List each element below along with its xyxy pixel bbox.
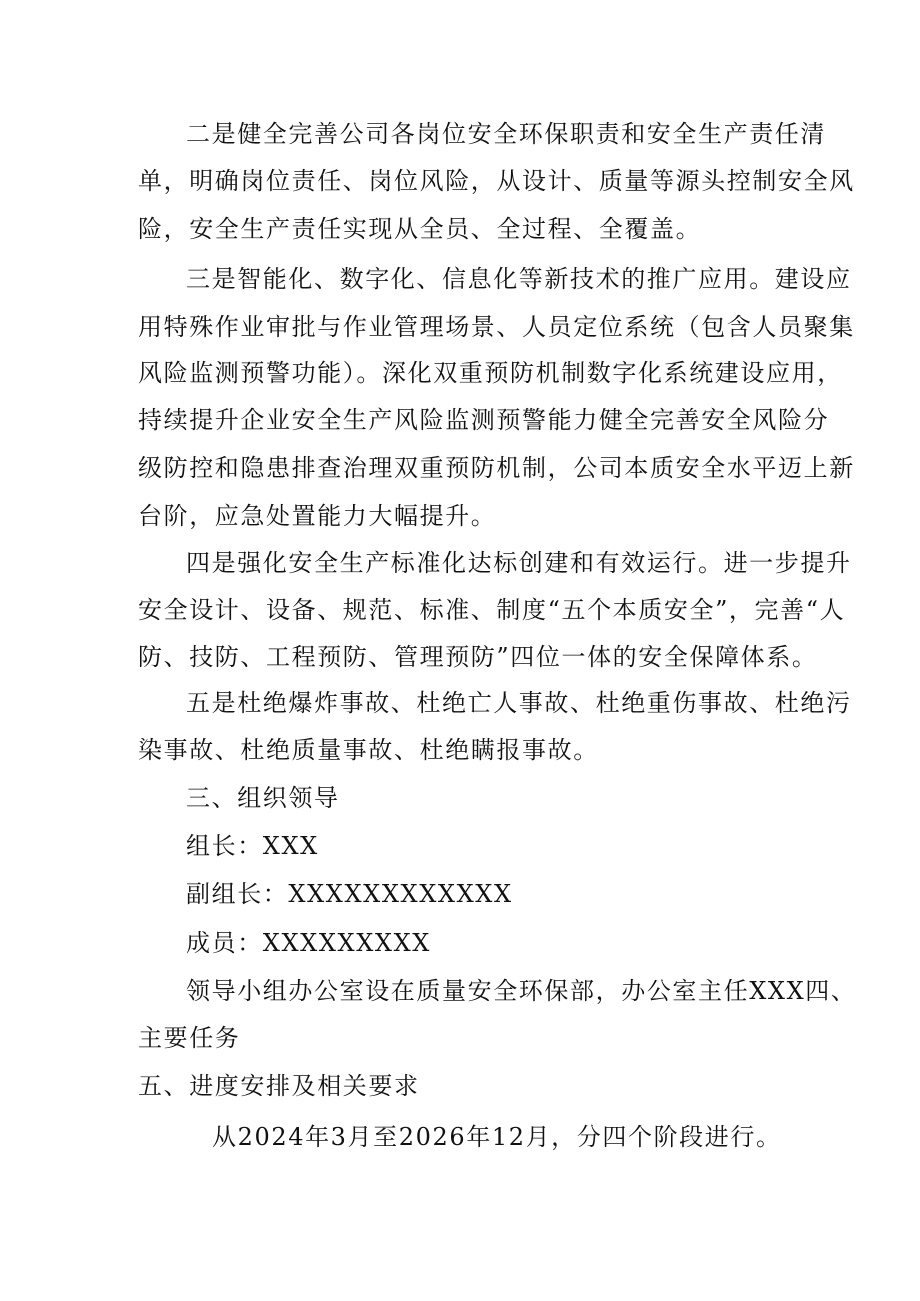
office-paragraph-line-1: 领导小组办公室设在质量安全环保部，办公室主任XXX四、 — [186, 977, 857, 1005]
section-heading-organization: 三、组织领导 — [186, 784, 340, 812]
schedule-line: 从2024年3月至2026年12月，分四个阶段进行。 — [212, 1123, 782, 1151]
paragraph-3-line-3: 风险监测预警功能）。深化双重预防机制数字化系统建设应用， — [138, 359, 843, 387]
paragraph-2-line-2: 单，明确岗位责任、岗位风险，从设计、质量等源头控制安全风 — [138, 167, 855, 195]
paragraph-3-line-2: 用特殊作业审批与作业管理场景、人员定位系统（包含人员聚集 — [138, 313, 855, 341]
paragraph-3-line-6: 台阶，应急处置能力大幅提升。 — [138, 502, 497, 530]
paragraph-5-line-2: 染事故、杜绝质量事故、杜绝瞒报事故。 — [138, 736, 599, 764]
paragraph-4-line-3: 防、技防、工程预防、管理预防”四位一体的安全保障体系。 — [138, 643, 818, 671]
paragraph-2-line-3: 险，安全生产责任实现从全员、全过程、全覆盖。 — [138, 215, 702, 243]
office-paragraph-line-2: 主要任务 — [138, 1024, 241, 1052]
paragraph-4-line-2: 安全设计、设备、规范、标准、制度“五个本质安全”，完善“人 — [138, 596, 846, 624]
paragraph-2-line-1: 二是健全完善公司各岗位安全环保职责和安全生产责任清 — [186, 120, 826, 148]
section-heading-schedule: 五、进度安排及相关要求 — [138, 1072, 420, 1100]
members-line: 成员：XXXXXXXXX — [186, 929, 431, 957]
group-leader-line: 组长：XXX — [186, 832, 319, 860]
paragraph-4-line-1: 四是强化安全生产标准化达标创建和有效运行。进一步提升 — [186, 549, 852, 577]
paragraph-3-line-5: 级防控和隐患排查治理双重预防机制，公司本质安全水平迈上新 — [138, 454, 855, 482]
deputy-leader-line: 副组长：XXXXXXXXXXXX — [186, 880, 513, 908]
paragraph-3-line-4: 持续提升企业安全生产风险监测预警能力健全完善安全风险分 — [138, 406, 830, 434]
paragraph-5-line-1: 五是杜绝爆炸事故、杜绝亡人事故、杜绝重伤事故、杜绝污 — [186, 689, 852, 717]
paragraph-3-line-1: 三是智能化、数字化、信息化等新技术的推广应用。建设应 — [186, 265, 852, 293]
